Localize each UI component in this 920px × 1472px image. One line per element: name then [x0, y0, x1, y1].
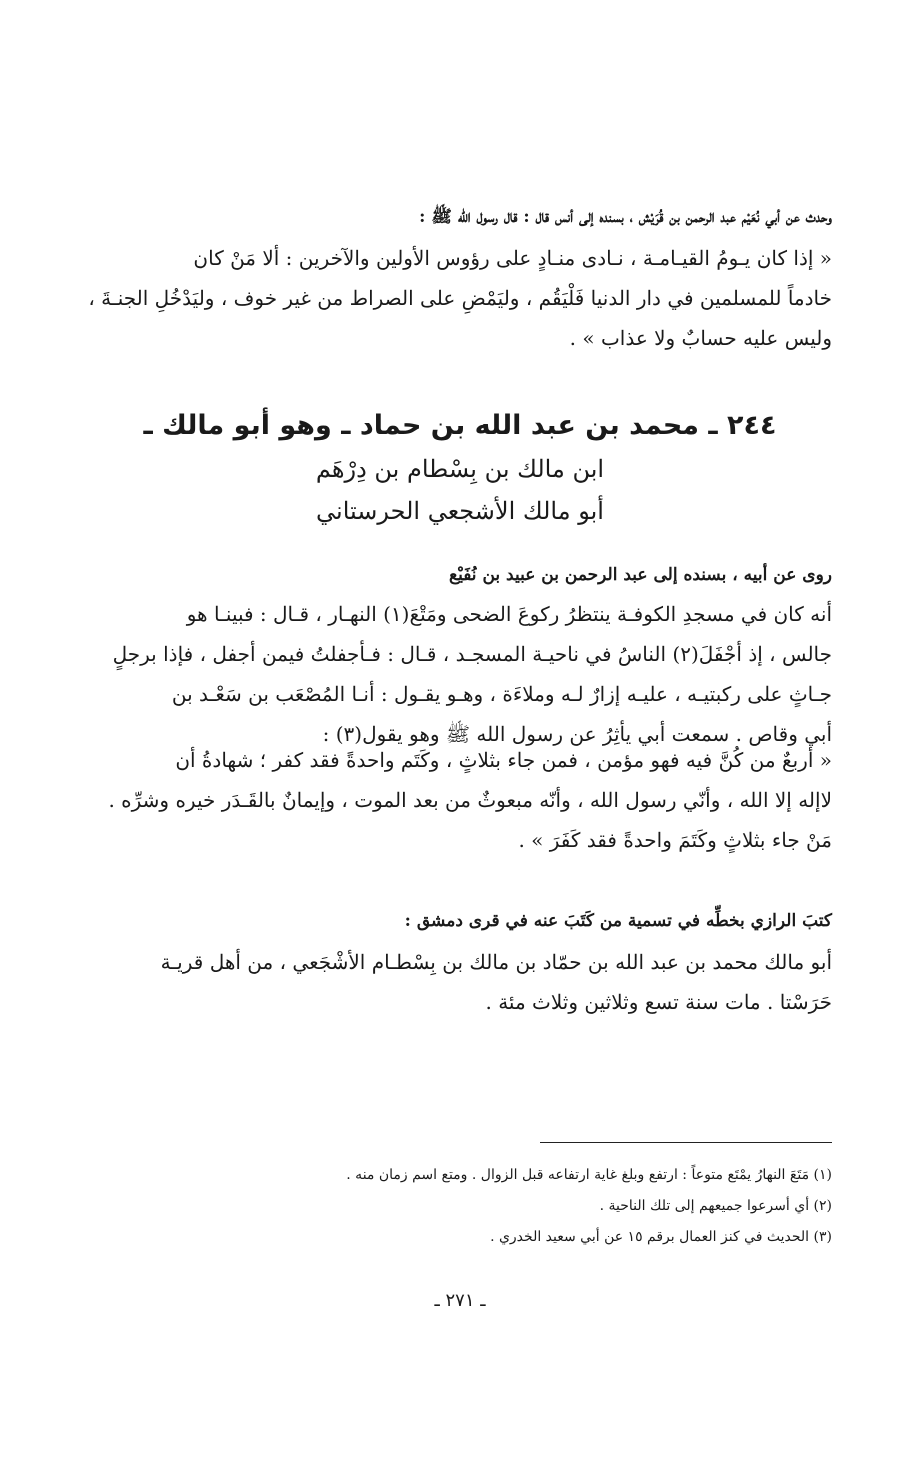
top-hadith-text	[86, 238, 832, 358]
text-line: « إذا كان يـومُ القيـامـة ، نـادى منـادٍ على رؤوس الأولين والآخرين : ألا مَنْ كان	[193, 246, 832, 270]
text-line: لاإله إلا الله ، وأنّي رسول الله ، وأنّه مبعوثٌ من بعد الموت ، وإيمانٌ بالقَـدَر خيره وشرِّه .	[108, 788, 832, 812]
text-line: مَنْ جاء بثلاثٍ وكَتَمَ واحدةً فقد كَفَرَ » .	[518, 828, 832, 852]
footnote-3: (٣) الحديث في كنز العمال برقم ١٥ عن أبي سعيد الخدري .	[490, 1229, 832, 1245]
text-line: خادماً للمسلمين في دار الدنيا فَلْيَقُم ، وليَمْضِ على الصراط من غير خوف ، وليَدْخُلِ الجنـةَ ،	[88, 286, 832, 310]
text-line: أنه كان في مسجدِ الكوفـة ينتظرُ ركوعَ الضحى ومَتْعَ(١) النهـار ، قـال : فبينـا هو	[186, 602, 832, 626]
footnote-1: (١) مَتَعَ النهارُ يمْتَع متوعاً : ارتفع وبلغ غاية ارتفاعه قبل الزوال . ومتع اسم زمان منه .	[346, 1167, 832, 1183]
footnotes	[86, 1160, 832, 1253]
text-line: أبو مالك محمد بن عبد الله بن حمّاد بن مالك بن بِسْطـام الأشْجَعي ، من أهل قريـة	[160, 950, 832, 974]
text-line: جـاثٍ على ركبتيـه ، عليـه إزارٌ لـه وملاءَة ، وهـو يقـول : أنـا المُصْعَب بن سَعْـد بن	[171, 682, 832, 706]
entry-kunya: أبو مالك الأشجعي الحرستاني	[316, 497, 604, 525]
text-line: حَرَسْتا . مات سنة تسع وثلاثين وثلاث مئة .	[485, 990, 832, 1014]
footnote-2: (٢) أي أسرعوا جميعهم إلى تلك الناحية .	[599, 1198, 832, 1214]
entry-lineage: ابن مالك بن بِسْطام بن دِرْهَم	[315, 455, 605, 483]
razi-text	[86, 942, 832, 1022]
narration-intro: روى عن أبيه ، بسنده إلى عبد الرحمن بن عبيد بن نُفَيْع	[449, 565, 832, 585]
razi-intro: كتبَ الرازي بخطِّه في تسمية من كَتَبَ عنه في قرى دمشق :	[404, 911, 832, 931]
intro-line-top: وحدث عن أبي نُعَيْم عبد الرحمن بن قُرَيْش ، بسنده إلى أنس قال : قال رسول الله ﷺ :	[419, 207, 832, 227]
hadith-text	[86, 740, 832, 860]
footnote-separator	[540, 1142, 832, 1143]
entry-title: ٢٤٤ ـ محمد بن عبد الله بن حماد ـ وهو أبو مالك ـ	[143, 410, 777, 441]
text-line: وليس عليه حسابٌ ولا عذاب » .	[569, 326, 832, 350]
entry-heading	[60, 404, 860, 532]
narration-text	[86, 594, 832, 754]
page-number: ـ ٢٧١ ـ	[434, 1290, 486, 1311]
text-line: جالس ، إذ أجْفَلَ(٢) الناسُ في ناحيـة المسجـد ، قـال : فـأجفلتُ فيمن أجفل ، فإذا برجلٍ	[112, 642, 832, 666]
text-line: أبي وقاص . سمعت أبي يأثِرُ عن رسول الله ﷺ وهو يقول(٣) :	[322, 722, 832, 746]
text-line: « أربعٌ من كُنَّ فيه فهو مؤمن ، فمن جاء بثلاثٍ ، وكَتَم واحدةً فقد كفر ؛ شهادةُ أن	[175, 748, 832, 772]
